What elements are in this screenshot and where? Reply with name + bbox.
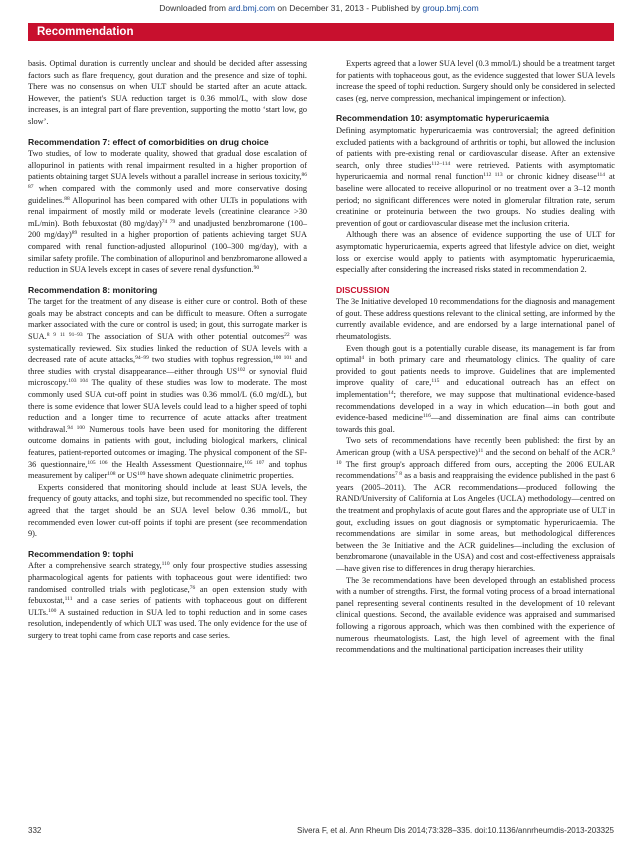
citation-ref: 100 — [48, 607, 57, 614]
paragraph: The 3e Initiative developed 10 recommendations for the diagnosis and management of gout. These address questions relevant to the clinical setting, are informed by the currently available evidence, and are endorsed by a large international panel of rheumatologists. — [336, 297, 615, 342]
rec8-heading: Recommendation 8: monitoring — [28, 284, 158, 295]
citation-ref: 74 79 — [161, 218, 176, 225]
citation-ref: 94–99 — [135, 355, 149, 362]
citation-ref: 115 — [431, 378, 440, 385]
paragraph: Two sets of recommendations have recently been published: the first by an American group (with a USA perspective)$^{11}$ and the second on behalf of the ACR.$^{9 10}$ The first group's approach differed from ours, accepting the 2006 EULAR recommendations$^{7 8}$ as a basis and reappraising the evidence published in the past 6 years (2005–2011). The ACR recommendations—produced following the RAND/University of California at Los Angeles (UCLA) methodology—centred on the treatment and prophylaxis of acute gout flares and the appropriate use of ULT in gout, excluding issues on gout diagnosis or symptomatic hyperuricaemia. The recommendations are similar in some areas, but methodological differences between the 3e Initiative and the ACR guidelines—including the exclusion of benzbromarone (unavailable in the USA) and cost and cost-effectiveness appraisals—have given rise to differences in drug therapy hierarchies. — [336, 436, 615, 573]
paragraph: Experts agreed that a lower SUA level (0.3 mmol/L) should be a treatment target for patients with tophaceous gout, as the evidence suggested that lower SUA levels increase the speed of tophi reduction. Surgery should only be considered in selected cases (eg, nerve compression, mechanical impingement or infection). — [336, 59, 615, 103]
left-column — [28, 58, 307, 642]
citation-ref: 114 — [596, 172, 606, 179]
rec10-heading: Recommendation 10: asymptomatic hyperuricaemia — [336, 113, 550, 124]
citation-ref: 108 — [107, 471, 116, 478]
article-citation: Sivera F, et al. Ann Rheum Dis 2014;73:328–335. doi:10.1136/annrheumdis-2013-203325 — [297, 826, 614, 835]
site-link[interactable]: ard.bmj.com — [228, 3, 276, 13]
page-number: 332 — [28, 826, 42, 835]
rec7-paragraph: Two studies, of low to moderate quality, showed that gradual dose escalation of allopurinol in patients with renal impairment resulted in a higher proportion of patients obtaining target SUA levels without a parallel increase in serious toxicity,$^{86 87}$ when compared with the commonly used and more conservative dosing guidelines.$^{88}$ Allopurinol has been compared with other ULTs in populations with renal impairment of mostly mild or moderate levels (creatinine clearance >30 mL/min). Both febuxostat (80 mg/day)$^{74 79}$ and unadjusted benzbromarone (100–200 mg/day)$^{89}$ resulted in a higher proportion of patients achieving target SUA compared with renal function-adjusted allopurinol (100–300 mg/day), with a similar safety profile. The combination of allopurinol and benzbromarone allowed a reduction in SUA levels except in cases of severe renal dysfunction.$^{90}$ — [28, 149, 308, 275]
paragraph: The 3e recommendations have been developed through an established process with a number of strengths. First, the formal voting process of a broad international panel representing several continents resulted in the development of 10 relevant clinical questions. Second, the available evidence was appraised and summarised following a rigorous approach, which was then combined with the experience of numerous rheumatologists. Last, the high level of agreement with the final recommendations and the multinational participation increases their utility — [336, 575, 615, 655]
citation-ref: 100 101 — [272, 355, 292, 362]
rec10-paragraph: Defining asymptomatic hyperuricaemia was controversial; the agreed definition excluded patients with a background of arthritis or tophi, but allowed the inclusion of patients with pre-existing renal or cardiovascular disease. After an extensive search, only three studies$^{112-114}$ were retrieved. Patients with asymptomatic hyperuricaemia and normal renal function$^{112 113}$ or chronic kidney disease$^{114}$ at baseline were allocated to receive allopurinol or no treatment over a 3–12 month period; no significant differences were noted in glomerular filtration rate, serum creatinine or proteinuria between the two groups. No studies dealing with prevention of gout or cardiovascular disease met the inclusion criteria. — [336, 125, 615, 228]
citation-ref: 88 — [64, 195, 70, 202]
citation-ref: 112–114 — [431, 160, 451, 167]
publisher-link[interactable]: group.bmj.com — [422, 3, 479, 13]
rec8-paragraph: The target for the treatment of any disease is either cure or control. Both of these goals may be abstract concepts and can be difficult to measure. Often a surrogate marker associated with the cure or control is used; in gout, this surrogate marker is SUA.$^{8 9 11 91-93}$ The association of SUA with other potential outcomes$^{22}$ was systematically reviewed. Six studies linked the reduction of SUA levels with a decreased rate of acute attacks,$^{94-99}$ two studies with tophus regression,$^{100 101}$ and three studies with crystal disappearance—either through US$^{102}$ or synovial fluid microscopy.$^{103 104}$ The quality of these studies was low to moderate. The most commonly used SUA cut-off point in studies was 0.36 mmol/L (6.0 mg/dL), but there is some evidence that lower SUA levels could lead to a higher speed of tophi reduction and a longer time to recurrence of acute attacks after treatment withdrawal.$^{94 100}$ Numerous tools have been used for monitoring the different outcome domains in patients with gout, including biological markers, clinical features, patient-reported outcomes or imaging. The physical component of the SF-36 questionnaire,$^{105 106}$ the Health Assessment Questionnaire,$^{105 107}$ and tophus measurement by caliper$^{108}$ or US$^{109}$ have shown adequate clinimetric properties. — [28, 297, 308, 481]
paragraph: Experts considered that monitoring should include at least SUA levels, the frequency of gouty attacks, and tophi size, but recommended no specific tool. They agreed that the target should be an SUA level below 0.36 mmol/L, but recommended even lower cut-off points if tophi are present (see recommendation 9). — [28, 482, 307, 539]
citation-ref: 105 107 — [244, 459, 265, 466]
citation-ref: 11 — [477, 448, 484, 454]
citation-ref: 110 — [161, 561, 170, 568]
citation-ref: 90 — [253, 265, 260, 272]
citation-ref: 105 106 — [87, 459, 108, 466]
citation-ref: 94 100 — [67, 424, 85, 431]
right-column — [336, 58, 615, 656]
citation-ref: 109 — [137, 471, 146, 478]
section-title-bar: Recommendation — [28, 23, 614, 41]
citation-ref: 103 104 — [68, 378, 88, 385]
citation-ref: 14 — [388, 390, 394, 397]
citation-ref: 22 — [284, 332, 290, 339]
download-banner: Downloaded from ard.bmj.com on December 31, 2013 - Published by group.bmj.com — [159, 3, 479, 13]
citation-ref: 116 — [422, 413, 431, 420]
citation-ref: 89 — [71, 230, 78, 237]
citation-ref: 102 — [237, 366, 246, 373]
citation-ref: 111 — [64, 596, 73, 603]
citation-ref: 4 — [361, 355, 365, 362]
discussion-heading: DISCUSSION — [336, 284, 390, 295]
paragraph: Although there was an absence of evidence supporting the use of ULT for asymptomatic hyperuricaemia, experts agreed that lifestyle advice on diet, weight loss or exercise would apply to patients with asymptomatic hyperuricaemia, especially after considering the increased risks stated in recommendation 2. — [336, 230, 615, 275]
citation-ref: 9 10 — [336, 448, 615, 466]
citation-ref: 8 9 11 91–93 — [46, 332, 83, 339]
rec9-paragraph: After a comprehensive search strategy,$^{110}$ only four prospective studies assessing pharmacological agents for patients with tophaceous gout were identified: two randomised controlled trials with pegloticase,$^{76}$ an open extension study with febuxostat,$^{111}$ and a case series of patients with tophaceous gout on different ULTs.$^{100}$ A sustained reduction in SUA led to tophi reduction and in some cases resolution, independently of which ULT was used. The only evidence for the use of surgery to treat tophi came from case reports and case series. — [28, 561, 307, 640]
rec7-heading: Recommendation 7: effect of comorbidities on drug choice — [28, 136, 269, 147]
rec9-heading: Recommendation 9: tophi — [28, 548, 134, 559]
citation-ref: 112 113 — [483, 172, 503, 179]
citation-ref: 7 8 — [394, 471, 403, 478]
citation-ref: 76 — [189, 584, 196, 591]
paragraph: basis. Optimal duration is currently unclear and should be decided after assessing factors such as flare frequency, gout duration and the presence and size of tophi. There was no consensus on when ULT should be started after an acute attack. However, the patient's SUA reduction target is 0.36 mmol/L, with slow dose increases, is an integral part of flare prevention, supporting the motto ‘start low, go slow’. — [28, 59, 307, 126]
paragraph: Even though gout is a potentially curable disease, its management is far from optimal$^4$ in both primary care and rheumatology clinics. The quality of care provided to gout patients needs to improve. Guidelines that are implemented improve quality of care,$^{115}$ and educational outreach has an effect on implementation$^{14}$; therefore, we may suppose that multinational evidence-based recommendations developed in a way in which education—in both gout and evidence-based medicine$^{116}$—and dissemination are final aims can contribute towards this goal. — [336, 343, 616, 434]
citation-ref: 86 87 — [28, 172, 307, 190]
